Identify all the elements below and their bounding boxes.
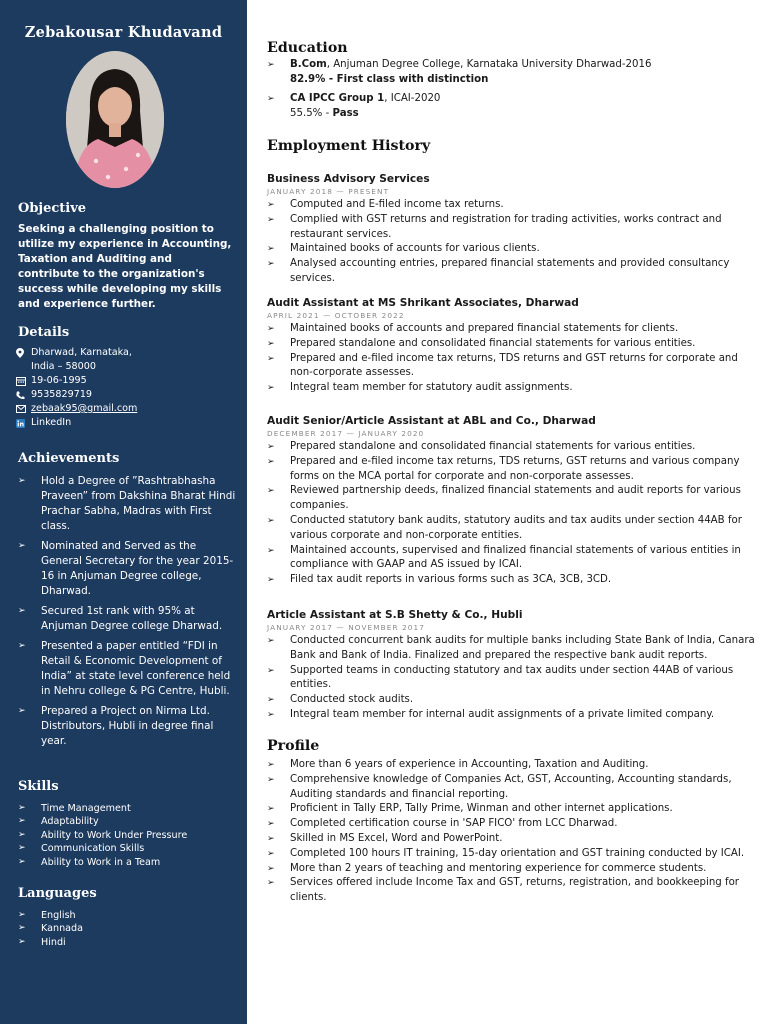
person-name: Zebakousar Khudavand [24,24,223,41]
date-of-birth: 19-06-1995 [31,375,87,386]
address-row-2 [16,360,236,374]
arrow-bullet-icon: ➢ [267,863,275,874]
language-item [18,936,240,949]
profile-item-text: Completed certification course in 'SAP FICO' from LCC Dharwad. [290,818,618,830]
bcom-degree: B.Com [290,59,327,70]
arrow-bullet-icon: ➢ [267,515,275,526]
language-item-text: Hindi [41,936,66,948]
profile-item-text: More than 6 years of experience in Accounting, Taxation and Auditing. [290,759,649,770]
profile-item-text: Services offered include Income Tax and GST, returns, registration, and bookkeeping for clients. [290,877,739,904]
profile-item [267,862,761,877]
job-duty-item [267,257,761,287]
skill-item [18,802,240,815]
bcom-result: 82.9% - First class with distinction [290,73,489,85]
achievement-item [18,704,240,749]
bcom-institution: , Anjuman Degree College, Karnataka University Dharwad-2016 [326,59,652,70]
job-duty-item-text: Computed and E-filed income tax returns. [290,199,504,210]
job-dates: JANUARY 2018 — PRESENT [267,187,390,196]
arrow-bullet-icon: ➢ [267,383,275,394]
arrow-bullet-icon: ➢ [18,923,26,934]
job-title: Audit Assistant at MS Shrikant Associates, Dharwad [267,297,579,309]
job-entry [267,172,761,287]
job-duty-item-text: Filed tax audit reports in various forms such as 3CA, 3CB, 3CD. [290,574,612,586]
arrow-bullet-icon: ➢ [18,641,26,651]
arrow-bullet-icon: ➢ [267,819,275,830]
phone-number: 9535829719 [31,389,93,400]
job-title: Article Assistant at S.B Shetty & Co., Hubli [267,609,523,621]
arrow-bullet-icon: ➢ [267,774,275,785]
arrow-bullet-icon: ➢ [267,833,275,844]
job-duties-list [267,322,761,396]
phone-icon [16,388,31,402]
profile-item [267,802,761,817]
job-duty-item [267,242,761,257]
job-duty-item-text: Maintained books of accounts for various clients. [290,243,540,255]
skill-item-text: Adaptability [41,816,99,828]
skill-item-text: Time Management [41,803,131,814]
calendar-icon [16,374,31,388]
job-duty-item-text: Prepared standalone and consolidated financial statements for various entities. [290,441,696,452]
arrow-bullet-icon: ➢ [267,575,275,586]
job-duty-item [267,573,761,588]
arrow-bullet-icon: ➢ [267,94,275,105]
arrow-bullet-icon: ➢ [18,803,26,813]
arrow-bullet-icon: ➢ [267,244,275,255]
arrow-bullet-icon: ➢ [267,665,275,676]
arrow-bullet-icon: ➢ [267,60,275,70]
skills-list [18,802,240,869]
arrow-bullet-icon: ➢ [18,606,26,616]
details-list [16,346,236,430]
profile-item [267,832,761,847]
profile-item [267,847,761,862]
job-title: Audit Senior/Article Assistant at ABL and Co., Dharwad [267,415,596,427]
email-row[interactable] [16,402,236,416]
achievement-item-text: Nominated and Served as the General Secretary for the year 2015-16 in Anjuman Degree college, Dharwad. [41,540,234,597]
education-section [267,58,761,121]
job-dates: APRIL 2021 — OCTOBER 2022 [267,311,405,320]
profile-heading: Profile [267,738,320,754]
profile-item-text: Comprehensive knowledge of Companies Act, GST, Accounting, Accounting standards, Auditing standards and financial reporting. [290,773,732,800]
job-duty-item [267,352,761,382]
job-dates: DECEMBER 2017 — JANUARY 2020 [267,429,425,438]
language-item-text: English [41,910,76,921]
job-duty-item [267,693,761,708]
job-duty-item-text: Complied with GST returns and registration for trading activities, works contract and restaurant services. [290,213,722,240]
envelope-icon [16,402,31,416]
job-entry [267,414,761,588]
skill-item-text: Ability to Work Under Pressure [41,829,188,841]
profile-item-text: Completed 100 hours IT training, 15-day orientation and GST training conducted by ICAI. [290,847,745,859]
language-item [18,922,240,935]
job-duty-item-text: Integral team member for statutory audit assignments. [290,382,573,394]
arrow-bullet-icon: ➢ [267,636,275,646]
dob-row [16,374,236,388]
arrow-bullet-icon: ➢ [18,816,26,827]
arrow-bullet-icon: ➢ [18,476,26,486]
job-duty-item-text: Prepared standalone and consolidated financial statements for various entities. [290,337,696,349]
achievements-list [18,474,240,754]
job-duty-item-text: Analysed accounting entries, prepared financial statements and provided consultancy services. [290,258,730,284]
education-heading: Education [267,40,348,56]
languages-list [18,909,240,949]
ca-result-line [267,107,761,122]
language-item-text: Kannada [41,923,84,935]
arrow-bullet-icon: ➢ [267,760,275,770]
arrow-bullet-icon: ➢ [267,353,275,364]
job-duty-item [267,455,761,485]
profile-item-text: More than 2 years of teaching and mentoring experience for commerce students. [290,862,707,874]
employment-heading: Employment History [267,138,431,154]
job-duty-item-text: Maintained accounts, supervised and finalized financial statements of various entities in compliance with GAAP and AS issued by ICAI. [290,544,741,571]
skill-item-text: Ability to Work in a Team [41,856,161,868]
address-line-1: Dharwad, Karnataka, [31,347,132,358]
job-duty-item-text: Prepared and e-filed income tax returns, TDS returns, GST returns and various company forms on the MCA portal for corporate and non-corporate assesses. [290,455,740,482]
job-duties-list [267,634,761,723]
location-pin-icon [16,346,31,360]
profile-list [267,758,761,906]
arrow-bullet-icon: ➢ [267,878,275,889]
profile-item [267,817,761,832]
ca-degree: CA IPCC Group 1 [290,93,385,105]
profile-photo [66,51,164,188]
ca-institution: , ICAI-2020 [384,93,441,105]
address-row [16,346,236,360]
arrow-bullet-icon: ➢ [267,709,275,720]
job-duty-item [267,440,761,455]
skill-item [18,842,240,855]
skill-item [18,815,240,828]
achievement-item-text: Presented a paper entitled “FDI in Retail & Economic Development of India” at state level conference held in Nehru college & PG Centre, Hubli. [41,640,231,697]
language-item [18,909,240,922]
arrow-bullet-icon: ➢ [18,843,26,854]
languages-heading: Languages [18,886,97,901]
job-dates: JANUARY 2017 — NOVEMBER 2017 [267,623,426,632]
skill-item-text: Communication Skills [41,843,145,855]
job-duty-item-text: Conducted stock audits. [290,694,414,706]
job-duty-item [267,322,761,337]
profile-item-text: Proficient in Tally ERP, Tally Prime, Winman and other internet applications. [290,803,673,815]
arrow-bullet-icon: ➢ [267,324,275,334]
arrow-bullet-icon: ➢ [18,829,26,840]
profile-item [267,876,761,906]
arrow-bullet-icon: ➢ [18,856,26,867]
arrow-bullet-icon: ➢ [267,214,275,225]
job-duty-item [267,708,761,723]
achievement-item [18,539,240,599]
linkedin-row[interactable] [16,416,236,430]
objective-heading: Objective [18,201,87,216]
job-entry [267,296,761,396]
job-duties-list [267,440,761,588]
job-duty-item-text: Reviewed partnership deeds, finalized financial statements and audit reports for various companies. [290,485,741,512]
email-link[interactable]: zebaak95@gmail.com [31,403,138,414]
arrow-bullet-icon: ➢ [267,804,275,815]
address-line-2: India – 58000 [31,361,96,372]
achievement-item [18,639,240,699]
job-duty-item [267,381,761,396]
education-item-ca [267,92,761,107]
achievement-item [18,474,240,534]
arrow-bullet-icon: ➢ [18,541,26,551]
job-duty-item-text: Supported teams in conducting statutory and tax audits under section 44AB of various entities. [290,664,734,691]
job-duty-item [267,213,761,243]
job-duty-item-text: Prepared and e-filed income tax returns, TDS returns and GST returns for corporate and non-corporate assesses. [290,352,738,379]
linkedin-icon [16,416,31,430]
arrow-bullet-icon: ➢ [18,706,26,716]
job-duty-item-text: Conducted concurrent bank audits for multiple banks including State Bank of India, Canara Bank and Bank of India. Finalized and prepared the respective bank audit reports. [290,635,755,661]
sidebar [0,0,247,1024]
job-duty-item-text: Maintained books of accounts and prepared financial statements for clients. [290,323,679,334]
linkedin-link[interactable]: LinkedIn [31,417,72,428]
achievement-item-text: Secured 1st rank with 95% at Anjuman Degree college Dharwad. [41,605,223,632]
job-duties-list [267,198,761,287]
job-duty-item [267,198,761,213]
arrow-bullet-icon: ➢ [18,936,26,947]
job-duty-item [267,514,761,544]
job-duty-item [267,634,761,664]
arrow-bullet-icon: ➢ [267,456,275,467]
skill-item [18,829,240,842]
job-duty-item [267,544,761,574]
achievement-item-text: Hold a Degree of ”Rashtrabhasha Praveen” from Dakshina Bharat Hindi Prachar Sabha, Madras with First class. [41,475,236,532]
achievements-heading: Achievements [18,451,120,466]
arrow-bullet-icon: ➢ [267,848,275,859]
job-duty-item [267,337,761,352]
arrow-bullet-icon: ➢ [267,545,275,556]
profile-item [267,773,761,803]
details-heading: Details [18,325,70,340]
arrow-bullet-icon: ➢ [267,486,275,497]
ca-result: Pass [332,107,359,119]
arrow-bullet-icon: ➢ [18,910,26,920]
profile-item [267,758,761,773]
main-content [247,0,768,1024]
job-duty-item-text: Conducted statutory bank audits, statutory audits and tax audits under section 44AB for various corporate and non-corporate entities. [290,514,742,541]
job-title: Business Advisory Services [267,173,430,185]
arrow-bullet-icon: ➢ [267,259,275,270]
ca-score: 55.5% - [290,107,333,119]
job-entry [267,608,761,723]
achievement-item-text: Prepared a Project on Nirma Ltd. Distributors, Hubli in degree final year. [41,705,214,747]
job-duty-item [267,664,761,694]
arrow-bullet-icon: ➢ [267,200,275,210]
phone-row [16,388,236,402]
skills-heading: Skills [18,779,59,794]
education-item-bcom [267,58,761,73]
job-duty-item [267,484,761,514]
skill-item [18,856,240,869]
profile-item-text: Skilled in MS Excel, Word and PowerPoint. [290,832,503,844]
arrow-bullet-icon: ➢ [267,442,275,452]
arrow-bullet-icon: ➢ [267,695,275,706]
arrow-bullet-icon: ➢ [267,338,275,349]
achievement-item [18,604,240,634]
job-duty-item-text: Integral team member for internal audit assignments of a private limited company. [290,708,715,720]
objective-text: Seeking a challenging position to utilize my experience in Accounting, Taxation and Auditing and contribute to the organization's success while developing my skills and experience further. [18,223,232,310]
